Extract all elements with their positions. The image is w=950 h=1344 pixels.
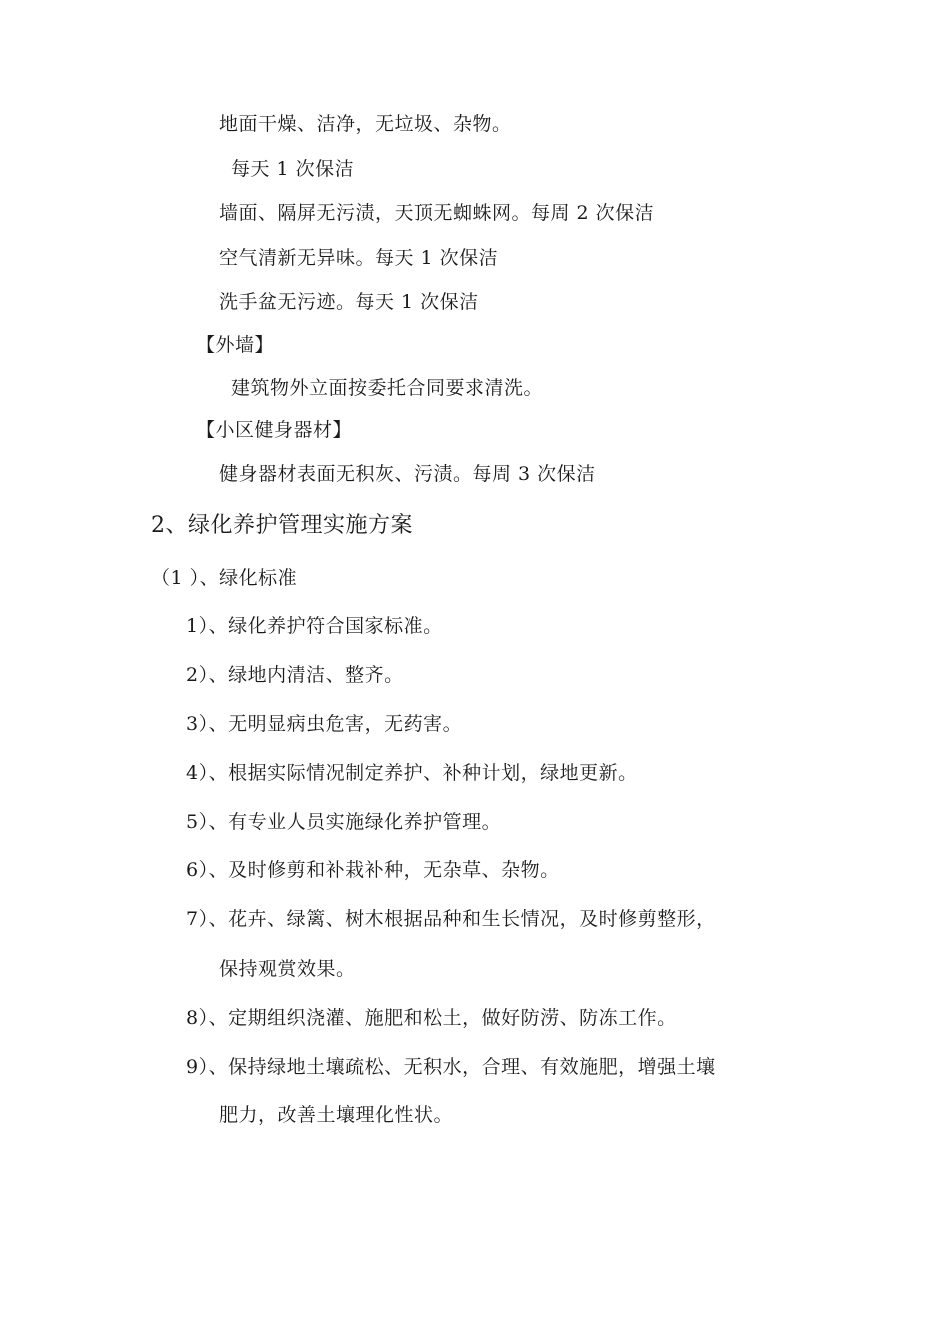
list-item: 8）、定期组织浇灌、施肥和松土，做好防涝、防冻工作。: [186, 1007, 677, 1029]
fitness-text: 健身器材表面无积灰、污渍。每周 3 次保洁: [219, 463, 596, 485]
list-item: 7）、花卉、绿篱、树木根据品种和生长情况，及时修剪整形，: [186, 908, 716, 930]
list-item: 1）、绿化养护符合国家标准。: [186, 615, 443, 637]
list-item-continuation: 保持观赏效果。: [219, 958, 356, 980]
wall-standard: 墙面、隔屏无污渍，天顶无蜘蛛网。每周 2 次保洁: [219, 202, 655, 224]
list-item: 6）、及时修剪和补栽补种，无杂草、杂物。: [186, 859, 560, 881]
air-standard: 空气清新无异味。每天 1 次保洁: [219, 247, 499, 269]
floor-frequency: 每天 1 次保洁: [231, 158, 355, 180]
list-item: 9）、保持绿地土壤疏松、无积水，合理、有效施肥，增强土壤: [186, 1056, 716, 1078]
list-item: 4）、根据实际情况制定养护、补种计划，绿地更新。: [186, 762, 638, 784]
section-title: 2、绿化养护管理实施方案: [151, 513, 413, 538]
basin-standard: 洗手盆无污迹。每天 1 次保洁: [219, 291, 479, 313]
floor-standard: 地面干燥、洁净，无垃圾、杂物。: [219, 113, 512, 135]
list-item: 2）、绿地内清洁、整齐。: [186, 664, 404, 686]
exterior-heading: 【外墙】: [196, 334, 275, 356]
list-item: 5）、有专业人员实施绿化养护管理。: [186, 811, 502, 833]
section-subtitle: （1 ）、绿化标准: [151, 567, 298, 589]
fitness-heading: 【小区健身器材】: [196, 419, 353, 441]
list-item: 3）、无明显病虫危害，无药害。: [186, 713, 463, 735]
exterior-text: 建筑物外立面按委托合同要求清洗。: [231, 377, 544, 399]
list-item-continuation: 肥力，改善土壤理化性状。: [219, 1104, 454, 1126]
